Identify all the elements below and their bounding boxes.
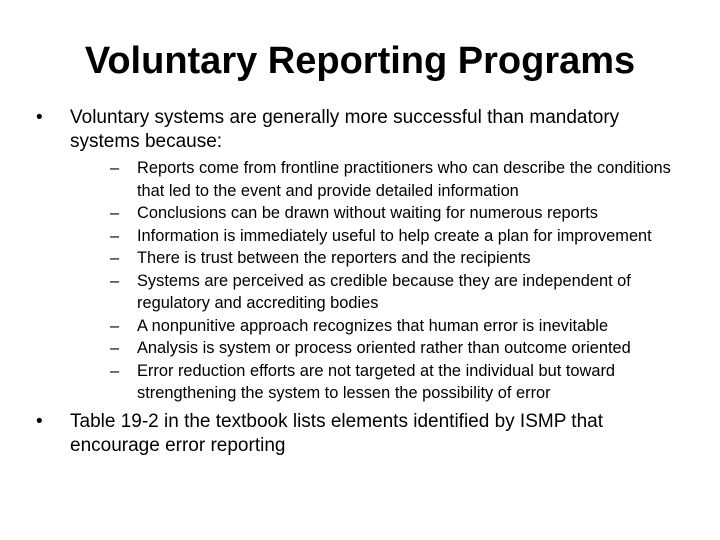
sub-bullet-item bbox=[70, 157, 686, 202]
sub-bullet-list bbox=[70, 157, 686, 405]
dash-marker: – bbox=[110, 271, 120, 290]
bullet-text: Voluntary systems are generally more successful than mandatory systems because: bbox=[70, 107, 620, 152]
dash-marker: – bbox=[110, 316, 120, 335]
bullet-marker: • bbox=[36, 107, 43, 128]
dash-marker: – bbox=[110, 226, 120, 245]
slide-body bbox=[36, 106, 686, 458]
slide-title: Voluntary Reporting Programs bbox=[84, 40, 636, 82]
sub-bullet-text: Information is immediately useful to help create a plan for improvement bbox=[137, 226, 652, 245]
dash-marker: – bbox=[110, 249, 120, 267]
bullet-marker: • bbox=[36, 410, 43, 432]
sub-bullet-text: Reports come from frontline practitioners who can describe the conditions that led to the event and provide detailed information bbox=[137, 159, 671, 200]
dash-marker: – bbox=[110, 339, 120, 357]
sub-bullet-text: Conclusions can be drawn without waiting for numerous reports bbox=[137, 204, 598, 222]
sub-bullet-item bbox=[70, 270, 686, 315]
sub-bullet-text: A nonpunitive approach recognizes that human error is inevitable bbox=[137, 316, 609, 335]
sub-bullet-text: Error reduction efforts are not targeted at the individual but toward strengthening the system to lessen the possibility of error bbox=[137, 361, 616, 402]
sub-bullet-item bbox=[70, 360, 686, 405]
sub-bullet-item bbox=[70, 247, 686, 270]
dash-marker: – bbox=[110, 361, 120, 380]
sub-bullet-text: Systems are perceived as credible because they are independent of regulatory and accrediting bodies bbox=[137, 271, 631, 312]
sub-bullet-item bbox=[70, 225, 686, 248]
bullet-item bbox=[36, 410, 686, 458]
sub-bullet-item bbox=[70, 337, 686, 360]
dash-marker: – bbox=[110, 159, 120, 177]
dash-marker: – bbox=[110, 204, 120, 222]
bullet-text: Table 19-2 in the textbook lists elements identified by ISMP that encourage error reporting bbox=[70, 410, 604, 456]
sub-bullet-text: Analysis is system or process oriented rather than outcome oriented bbox=[137, 339, 631, 357]
sub-bullet-item bbox=[70, 202, 686, 225]
sub-bullet-item bbox=[70, 315, 686, 338]
bullet-item bbox=[36, 106, 686, 405]
sub-bullet-text: There is trust between the reporters and the recipients bbox=[137, 249, 531, 267]
